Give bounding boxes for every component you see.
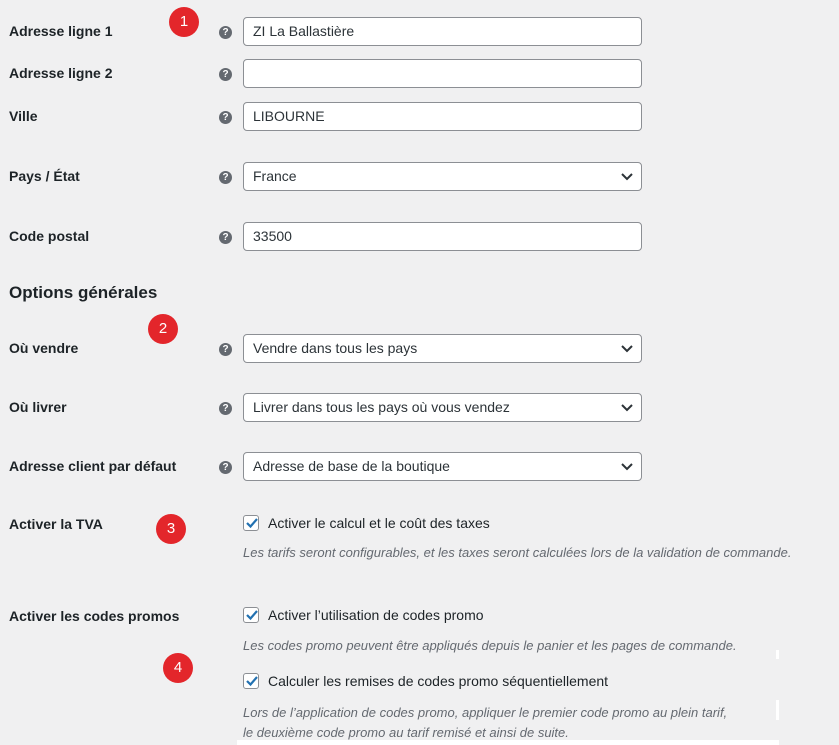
coupons-description: Les codes promo peuvent être appliqués depuis le panier et les pages de commande. bbox=[243, 638, 737, 653]
help-icon[interactable]: ? bbox=[219, 461, 232, 474]
sell-to-select[interactable] bbox=[243, 334, 642, 363]
sequential-coupons-description-line1: Lors de l’application de codes promo, appliquer le premier code promo au plein tarif, bbox=[243, 705, 728, 720]
address1-input[interactable]: ZI La Ballastière bbox=[243, 17, 642, 46]
address1-label: Adresse ligne 1 bbox=[9, 23, 113, 39]
chevron-down-icon bbox=[621, 402, 633, 412]
ship-to-select[interactable] bbox=[243, 393, 642, 422]
city-label: Ville bbox=[9, 108, 38, 124]
help-icon[interactable]: ? bbox=[219, 68, 232, 81]
coupons-label: Activer les codes promos bbox=[9, 608, 180, 624]
divider bbox=[237, 740, 779, 745]
chevron-down-icon bbox=[621, 461, 633, 471]
country-select-value: France bbox=[253, 168, 297, 184]
postcode-input[interactable]: 33500 bbox=[243, 222, 642, 251]
default-customer-address-label: Adresse client par défaut bbox=[9, 458, 177, 474]
sell-to-label: Où vendre bbox=[9, 340, 79, 356]
help-icon[interactable]: ? bbox=[219, 171, 232, 184]
chevron-down-icon bbox=[621, 171, 633, 181]
country-select[interactable] bbox=[243, 162, 642, 191]
postcode-label: Code postal bbox=[9, 228, 90, 244]
ship-to-select-value: Livrer dans tous les pays où vous vendez bbox=[253, 399, 510, 415]
taxes-label: Activer la TVA bbox=[9, 516, 103, 532]
taxes-checkbox[interactable] bbox=[243, 515, 259, 531]
help-icon[interactable]: ? bbox=[219, 26, 232, 39]
coupons-checkbox-label[interactable]: Activer l’utilisation de codes promo bbox=[268, 607, 484, 623]
annotation-badge-4: 4 bbox=[163, 653, 193, 683]
sell-to-select-value: Vendre dans tous les pays bbox=[253, 340, 418, 356]
annotation-badge-2: 2 bbox=[148, 314, 178, 344]
chevron-down-icon bbox=[621, 343, 633, 353]
divider bbox=[776, 650, 779, 659]
default-customer-address-select[interactable] bbox=[243, 452, 642, 481]
address2-input[interactable] bbox=[243, 59, 642, 88]
general-options-title: Options générales bbox=[9, 283, 158, 302]
default-customer-address-value: Adresse de base de la boutique bbox=[253, 458, 450, 474]
city-input[interactable]: LIBOURNE bbox=[243, 102, 642, 131]
coupons-checkbox[interactable] bbox=[243, 607, 259, 623]
divider bbox=[776, 700, 779, 720]
annotation-badge-3: 3 bbox=[156, 514, 186, 544]
help-icon[interactable]: ? bbox=[219, 343, 232, 356]
help-icon[interactable]: ? bbox=[219, 231, 232, 244]
taxes-checkbox-label[interactable]: Activer le calcul et le coût des taxes bbox=[268, 515, 490, 531]
annotation-badge-1: 1 bbox=[169, 7, 199, 37]
taxes-description: Les tarifs seront configurables, et les taxes seront calculées lors de la validation de commande. bbox=[243, 545, 792, 560]
help-icon[interactable]: ? bbox=[219, 402, 232, 415]
sequential-coupons-description-line2: le deuxième code promo au tarif remisé et ainsi de suite. bbox=[243, 725, 569, 740]
checkmark-icon bbox=[243, 672, 261, 690]
address2-label: Adresse ligne 2 bbox=[9, 65, 113, 81]
checkmark-icon bbox=[243, 514, 261, 532]
ship-to-label: Où livrer bbox=[9, 399, 67, 415]
sequential-coupons-checkbox[interactable] bbox=[243, 673, 259, 689]
country-label: Pays / État bbox=[9, 168, 80, 184]
checkmark-icon bbox=[243, 606, 261, 624]
help-icon[interactable]: ? bbox=[219, 111, 232, 124]
sequential-coupons-checkbox-label[interactable]: Calculer les remises de codes promo séquentiellement bbox=[268, 673, 609, 689]
